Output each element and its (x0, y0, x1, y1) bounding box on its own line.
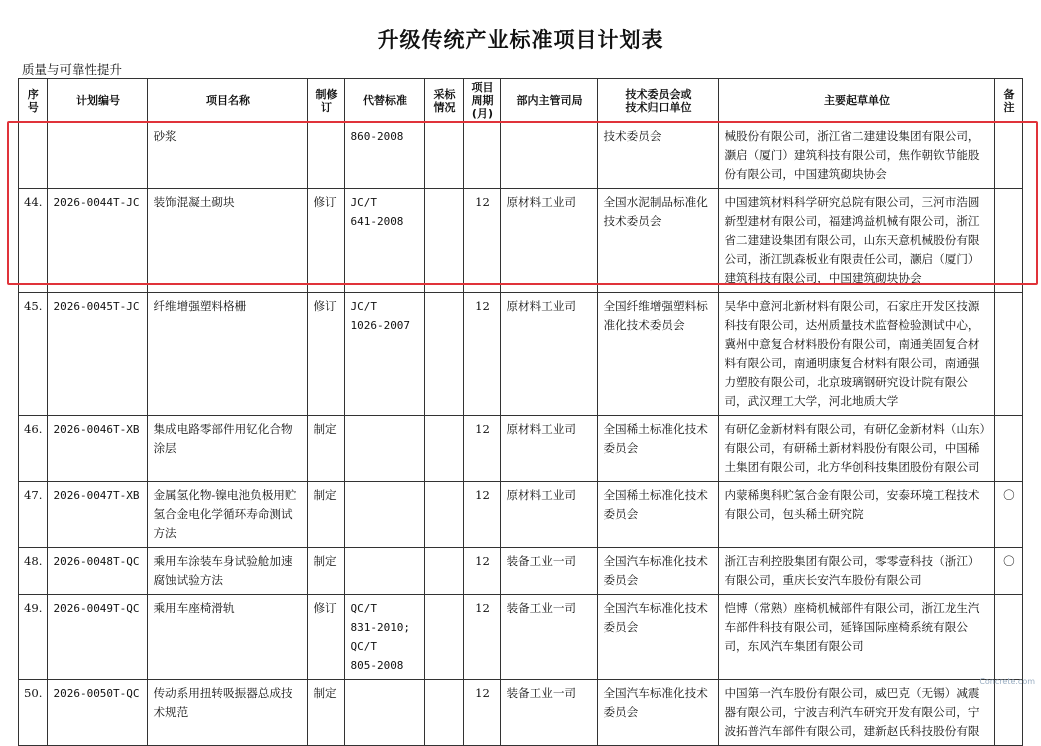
cell-adopt (425, 680, 464, 746)
cell-seq: 45. (19, 293, 48, 416)
table-header-row (19, 79, 1023, 123)
cell-committee: 全国纤维增强塑料标准化技术委员会 (598, 293, 719, 416)
cell-plan-no: 2026-0047T-XB (48, 482, 148, 548)
cell-revise: 制定 (308, 482, 345, 548)
cell-seq: 44. (19, 189, 48, 293)
cell-dept: 原材料工业司 (501, 482, 598, 548)
table-row (19, 548, 1023, 595)
cell-committee: 全国汽车标准化技术委员会 (598, 595, 719, 680)
cell-committee: 技术委员会 (598, 123, 719, 189)
header-revise: 制修 订 (308, 79, 345, 123)
cell-plan-no: 2026-0049T-QC (48, 595, 148, 680)
watermark: Concrete.com (979, 677, 1035, 686)
table-row (19, 189, 1023, 293)
page-title: 升级传统产业标准项目计划表 (377, 28, 664, 52)
cell-seq: 49. (19, 595, 48, 680)
cell-remarks (995, 416, 1023, 482)
cell-replace (345, 680, 425, 746)
cell-remarks (995, 680, 1023, 746)
cell-name: 砂浆 (148, 123, 308, 189)
cell-replace (345, 482, 425, 548)
cell-committee: 全国汽车标准化技术委员会 (598, 680, 719, 746)
cell-plan-no: 2026-0045T-JC (48, 293, 148, 416)
cell-replace: 860-2008 (345, 123, 425, 189)
cell-period: 12 (464, 680, 501, 746)
cell-period (464, 123, 501, 189)
cell-period: 12 (464, 189, 501, 293)
cell-name: 乘用车涂装车身试验舱加速腐蚀试验方法 (148, 548, 308, 595)
cell-name: 传动系用扭转吸振器总成技术规范 (148, 680, 308, 746)
header-committee: 技术委员会或 技术归口单位 (598, 79, 719, 123)
table-row (19, 123, 1023, 189)
cell-adopt (425, 416, 464, 482)
cell-drafters: 恺博（常熟）座椅机械部件有限公司，浙江龙生汽车部件科技有限公司，延锋国际座椅系统有限公司，东风汽车集团有限公司 (719, 595, 995, 680)
header-dept: 部内主管司局 (501, 79, 598, 123)
cell-remarks (995, 293, 1023, 416)
cell-revise: 制定 (308, 416, 345, 482)
header-adopt: 采标 情况 (425, 79, 464, 123)
cell-drafters: 中国建筑材料科学研究总院有限公司，三河市浩圆新型建材有限公司，福建鸿益机械有限公司，浙江省二建建设集团有限公司，山东天意机械股份有限公司，浙江凯森板业有限责任公司，灏启（厦门）建筑科技有限公司，中国建筑砌块协会 (719, 189, 995, 293)
cell-dept: 装备工业一司 (501, 548, 598, 595)
cell-drafters: 内蒙稀奥科贮氢合金有限公司，安泰环境工程技术有限公司，包头稀土研究院 (719, 482, 995, 548)
cell-seq: 47. (19, 482, 48, 548)
cell-name: 装饰混凝土砌块 (148, 189, 308, 293)
cell-adopt (425, 482, 464, 548)
cell-period: 12 (464, 482, 501, 548)
cell-adopt (425, 293, 464, 416)
table-row (19, 595, 1023, 680)
cell-name: 纤维增强塑料格栅 (148, 293, 308, 416)
cell-replace: JC/T 641-2008 (345, 189, 425, 293)
header-seq: 序 号 (19, 79, 48, 123)
cell-drafters: 械股份有限公司，浙江省二建建设集团有限公司，灏启（厦门）建筑科技有限公司，焦作朝钦节能股份有限公司，中国建筑砌块协会 (719, 123, 995, 189)
cell-plan-no: 2026-0044T-JC (48, 189, 148, 293)
cell-committee: 全国汽车标准化技术委员会 (598, 548, 719, 595)
cell-plan-no: 2026-0050T-QC (48, 680, 148, 746)
cell-replace: JC/T 1026-2007 (345, 293, 425, 416)
cell-revise: 制定 (308, 548, 345, 595)
cell-drafters: 浙江吉利控股集团有限公司，零零壹科技（浙江）有限公司，重庆长安汽车股份有限公司 (719, 548, 995, 595)
cell-revise (308, 123, 345, 189)
cell-dept: 原材料工业司 (501, 189, 598, 293)
cell-adopt (425, 595, 464, 680)
cell-plan-no: 2026-0046T-XB (48, 416, 148, 482)
cell-name: 金属氢化物-镍电池负极用贮氢合金电化学循环寿命测试方法 (148, 482, 308, 548)
cell-name: 乘用车座椅滑轨 (148, 595, 308, 680)
cell-seq (19, 123, 48, 189)
cell-plan-no (48, 123, 148, 189)
cell-remarks (995, 595, 1023, 680)
cell-drafters: 有研亿金新材料有限公司，有研亿金新材料（山东）有限公司，有研稀土新材料股份有限公司，中国稀土集团有限公司，北方华创科技集团股份有限公司 (719, 416, 995, 482)
cell-drafters: 吴华中意河北新材料有限公司，石家庄开发区技源科技有限公司，达州质量技术监督检验测试中心，冀州中意复合材料股份有限公司，南通美固复合材料有限公司，南通明康复合材料有限公司，南通强力塑胶有限公司，北京玻璃钢研究设计院有限公司，武汉理工大学，河北地质大学 (719, 293, 995, 416)
cell-committee: 全国稀土标准化技术委员会 (598, 482, 719, 548)
cell-adopt (425, 548, 464, 595)
cell-dept: 装备工业一司 (501, 680, 598, 746)
header-period: 项目 周期 (月) (464, 79, 501, 123)
cell-period: 12 (464, 548, 501, 595)
cell-revise: 制定 (308, 680, 345, 746)
cell-committee: 全国稀土标准化技术委员会 (598, 416, 719, 482)
cell-replace: QC/T 831-2010; QC/T 805-2008 (345, 595, 425, 680)
cell-period: 12 (464, 416, 501, 482)
cell-remarks (995, 123, 1023, 189)
cell-replace (345, 416, 425, 482)
cell-dept: 原材料工业司 (501, 293, 598, 416)
cell-adopt (425, 123, 464, 189)
table-row (19, 416, 1023, 482)
cell-dept: 装备工业一司 (501, 595, 598, 680)
cell-name: 集成电路零部件用钇化合物涂层 (148, 416, 308, 482)
cell-drafters: 中国第一汽车股份有限公司，威巴克（无锡）减震器有限公司，宁波吉利汽车研究开发有限公司，宁波拓普汽车部件有限公司，建新赵氏科技股份有限 (719, 680, 995, 746)
table-row (19, 293, 1023, 416)
section-label: 质量与可靠性提升 (22, 62, 123, 77)
cell-seq: 46. (19, 416, 48, 482)
cell-revise: 修订 (308, 595, 345, 680)
header-name: 项目名称 (148, 79, 308, 123)
cell-period: 12 (464, 595, 501, 680)
cell-remarks: 〇 (995, 548, 1023, 595)
cell-adopt (425, 189, 464, 293)
cell-seq: 50. (19, 680, 48, 746)
cell-dept (501, 123, 598, 189)
cell-remarks (995, 189, 1023, 293)
header-drafters: 主要起草单位 (719, 79, 995, 123)
cell-remarks: 〇 (995, 482, 1023, 548)
header-plan-no: 计划编号 (48, 79, 148, 123)
cell-seq: 48. (19, 548, 48, 595)
table-row (19, 680, 1023, 746)
header-replace: 代替标准 (345, 79, 425, 123)
standards-plan-table (18, 78, 1023, 746)
cell-plan-no: 2026-0048T-QC (48, 548, 148, 595)
header-remarks: 备 注 (995, 79, 1023, 123)
table-row (19, 482, 1023, 548)
cell-revise: 修订 (308, 189, 345, 293)
cell-period: 12 (464, 293, 501, 416)
cell-revise: 修订 (308, 293, 345, 416)
cell-dept: 原材料工业司 (501, 416, 598, 482)
cell-replace (345, 548, 425, 595)
cell-committee: 全国水泥制品标准化技术委员会 (598, 189, 719, 293)
